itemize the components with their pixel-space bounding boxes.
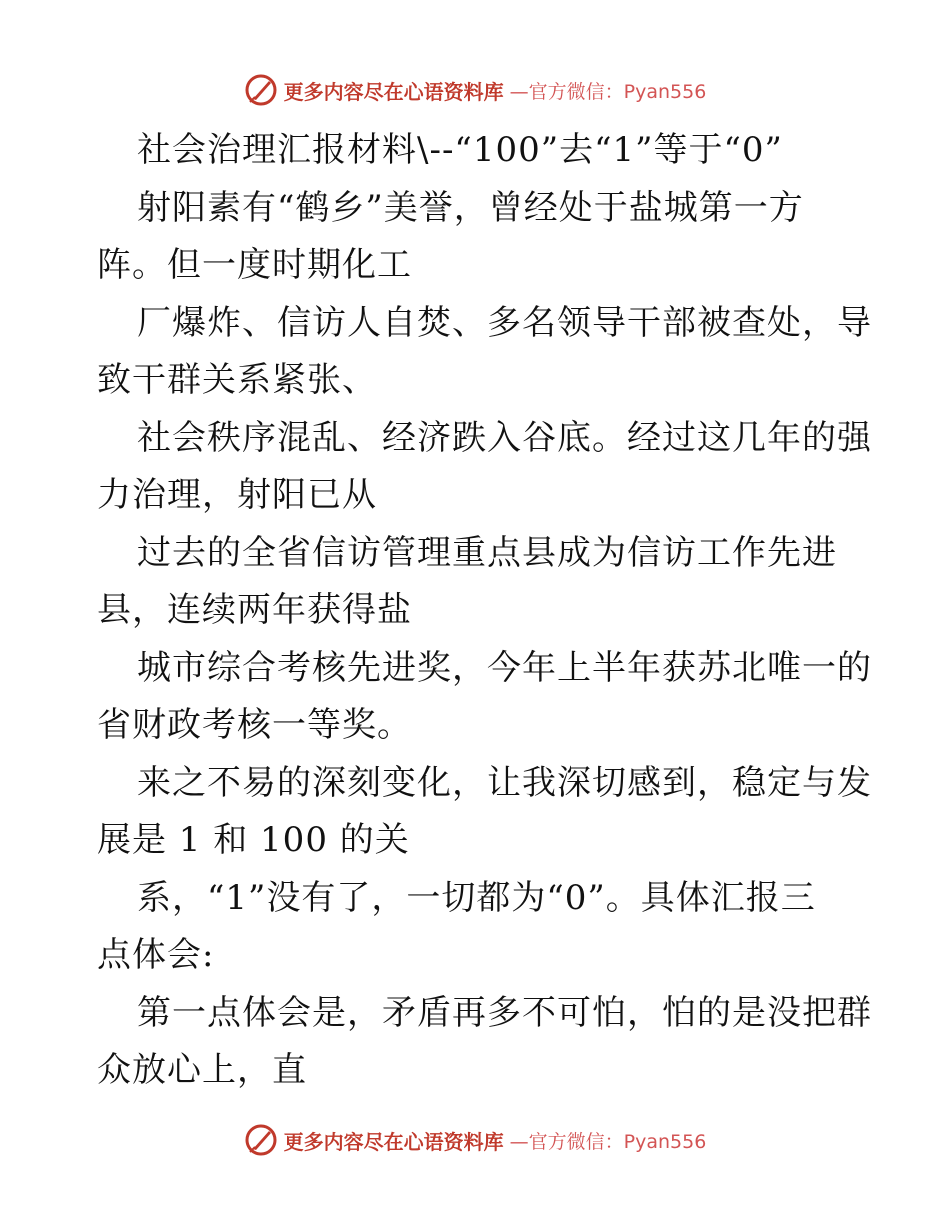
text-line: 力治理，射阳已从 [97,475,377,515]
quill-logo-icon [244,73,278,107]
text-line: 厂爆炸、信访人自焚、多名领导干部被查处，导 [137,302,872,343]
header-watermark [0,70,950,110]
watermark-sub-text: —官方微信：Pyan556 [509,1130,707,1153]
quill-logo-icon [244,1123,278,1157]
text-line: 阵。但一度时期化工 [97,245,412,285]
text-line: 点体会: [97,935,215,975]
text-line: 系，“1”没有了，一切都为“0”。具体汇报三 [137,877,816,918]
text-line: 过去的全省信访管理重点县成为信访工作先进 [137,532,837,573]
document-body [97,122,872,1100]
text-line: 众放心上，直 [97,1050,307,1090]
text-line: 第一点体会是，矛盾再多不可怕，怕的是没把群 [137,992,872,1033]
text-line: 城市综合考核先进奖，今年上半年获苏北唯一的 [137,647,872,688]
text-line: 展是 1 和 100 的关 [97,820,410,860]
text-line: 社会治理汇报材料\--“100”去“1”等于“0” [137,130,783,170]
text-line: 省财政考核一等奖。 [97,705,412,745]
watermark-sub-text: —官方微信：Pyan556 [509,80,707,103]
text-line: 县，连续两年获得盐 [97,590,412,630]
watermark-main-text: 更多内容尽在心语资料库 [283,1129,504,1154]
text-line: 致干群关系紧张、 [97,360,377,400]
text-line: 射阳素有“鹤乡”美誉，曾经处于盐城第一方 [137,187,804,228]
footer-watermark [0,1120,950,1160]
text-line: 社会秩序混乱、经济跌入谷底。经过这几年的强 [137,417,872,458]
watermark-main-text: 更多内容尽在心语资料库 [283,79,504,104]
text-line: 来之不易的深刻变化，让我深切感到，稳定与发 [137,762,872,803]
